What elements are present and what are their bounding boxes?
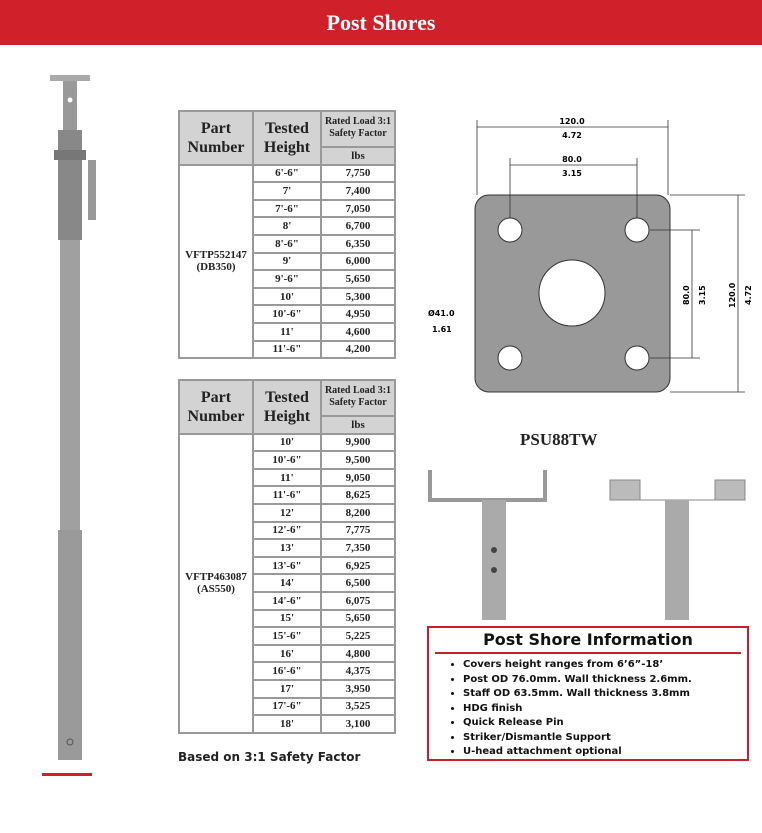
tested-height: 7' (253, 182, 321, 200)
header-part: Part Number (179, 380, 253, 434)
hole-mm-label: Ø41.0 (428, 309, 455, 318)
tested-height: 14'-6" (253, 592, 321, 610)
tested-height: 11' (253, 323, 321, 341)
tested-height: 11' (253, 469, 321, 487)
rated-load: 4,375 (321, 662, 395, 680)
rated-load: 9,900 (321, 434, 395, 452)
header-load: Rated Load 3:1 Safety Factor (321, 380, 395, 416)
post-shore-image (30, 70, 120, 780)
tested-height: 6'-6" (253, 165, 321, 183)
part-number: VFTP463087 (AS550) (179, 434, 253, 733)
header-height: Tested Height (253, 380, 321, 434)
tested-height: 10' (253, 434, 321, 452)
height-centers-in: 3.15 (698, 285, 707, 305)
header-height: Tested Height (253, 111, 321, 165)
tested-height: 8' (253, 217, 321, 235)
tested-height: 9' (253, 253, 321, 271)
rated-load: 3,525 (321, 698, 395, 716)
rated-load: 8,200 (321, 504, 395, 522)
tested-height: 12' (253, 504, 321, 522)
rated-load: 6,350 (321, 235, 395, 253)
page-header: Post Shores (0, 0, 762, 45)
table-row (179, 165, 395, 183)
tested-height: 11'-6" (253, 341, 321, 359)
height-mm: 120.0 (728, 282, 737, 308)
rated-load: 5,225 (321, 627, 395, 645)
tested-height: 13' (253, 539, 321, 557)
header-part: Part Number (179, 111, 253, 165)
tested-height: 18' (253, 715, 321, 733)
model-label: PSU88TW (520, 430, 598, 449)
header-unit: lbs (321, 416, 395, 434)
u-head-images (420, 460, 760, 620)
hole-in-label: 1.61 (432, 325, 452, 334)
plate-diagram (420, 110, 760, 410)
height-in: 4.72 (744, 285, 753, 305)
tested-height: 9'-6" (253, 270, 321, 288)
tested-height: 10' (253, 288, 321, 306)
width-mm-label: 120.0 (559, 117, 585, 126)
info-title: Post Shore Information (483, 630, 693, 649)
tested-height: 16'-6" (253, 662, 321, 680)
tested-height: 14' (253, 574, 321, 592)
rated-load: 7,775 (321, 522, 395, 540)
header-load: Rated Load 3:1 Safety Factor (321, 111, 395, 147)
info-item: • Quick Release Pin (463, 716, 747, 731)
tested-height: 16' (253, 645, 321, 663)
rated-load: 7,050 (321, 200, 395, 218)
tested-height: 10'-6" (253, 305, 321, 323)
rated-load: 7,400 (321, 182, 395, 200)
centers-mm-label: 80.0 (562, 155, 582, 164)
tested-height: 7'-6" (253, 200, 321, 218)
rated-load: 9,500 (321, 451, 395, 469)
part-number: VFTP552147 (DB350) (179, 165, 253, 359)
rated-load: 9,050 (321, 469, 395, 487)
info-item: • Staff OD 63.5mm. Wall thickness 3.8mm (463, 687, 747, 702)
rated-load: 7,350 (321, 539, 395, 557)
info-item: • HDG finish (463, 702, 747, 717)
rated-load: 4,200 (321, 341, 395, 359)
info-box (427, 626, 749, 761)
rated-load: 6,075 (321, 592, 395, 610)
rated-load: 4,600 (321, 323, 395, 341)
rated-load: 8,625 (321, 486, 395, 504)
rated-load: 6,925 (321, 557, 395, 575)
tested-height: 10'-6" (253, 451, 321, 469)
rated-load: 6,000 (321, 253, 395, 271)
rated-load: 6,700 (321, 217, 395, 235)
info-item: • U-head attachment optional (463, 745, 747, 760)
load-table-vftp463087 (178, 379, 396, 734)
tested-height: 17'-6" (253, 698, 321, 716)
tested-height: 11'-6" (253, 486, 321, 504)
info-item: • Striker/Dismantle Support (463, 731, 747, 746)
tested-height: 17' (253, 680, 321, 698)
tested-height: 12'-6" (253, 522, 321, 540)
load-table-vftp552147 (178, 110, 396, 359)
header-unit: lbs (321, 147, 395, 165)
tested-height: 8'-6" (253, 235, 321, 253)
rated-load: 4,950 (321, 305, 395, 323)
rated-load: 5,300 (321, 288, 395, 306)
tested-height: 15'-6" (253, 627, 321, 645)
rated-load: 3,950 (321, 680, 395, 698)
rated-load: 6,500 (321, 574, 395, 592)
safety-note: Based on 3:1 Safety Factor (178, 750, 361, 764)
info-item: • Post OD 76.0mm. Wall thickness 2.6mm. (463, 673, 747, 688)
tested-height: 13'-6" (253, 557, 321, 575)
centers-in-label: 3.15 (562, 169, 582, 178)
rated-load: 3,100 (321, 715, 395, 733)
height-centers-mm: 80.0 (682, 285, 691, 305)
rated-load: 4,800 (321, 645, 395, 663)
width-in-label: 4.72 (562, 131, 582, 140)
table-row (179, 434, 395, 452)
tested-height: 15' (253, 610, 321, 628)
info-item: • Covers height ranges from 6’6”-18’ (463, 658, 747, 673)
rated-load: 7,750 (321, 165, 395, 183)
rated-load: 5,650 (321, 270, 395, 288)
rated-load: 5,650 (321, 610, 395, 628)
